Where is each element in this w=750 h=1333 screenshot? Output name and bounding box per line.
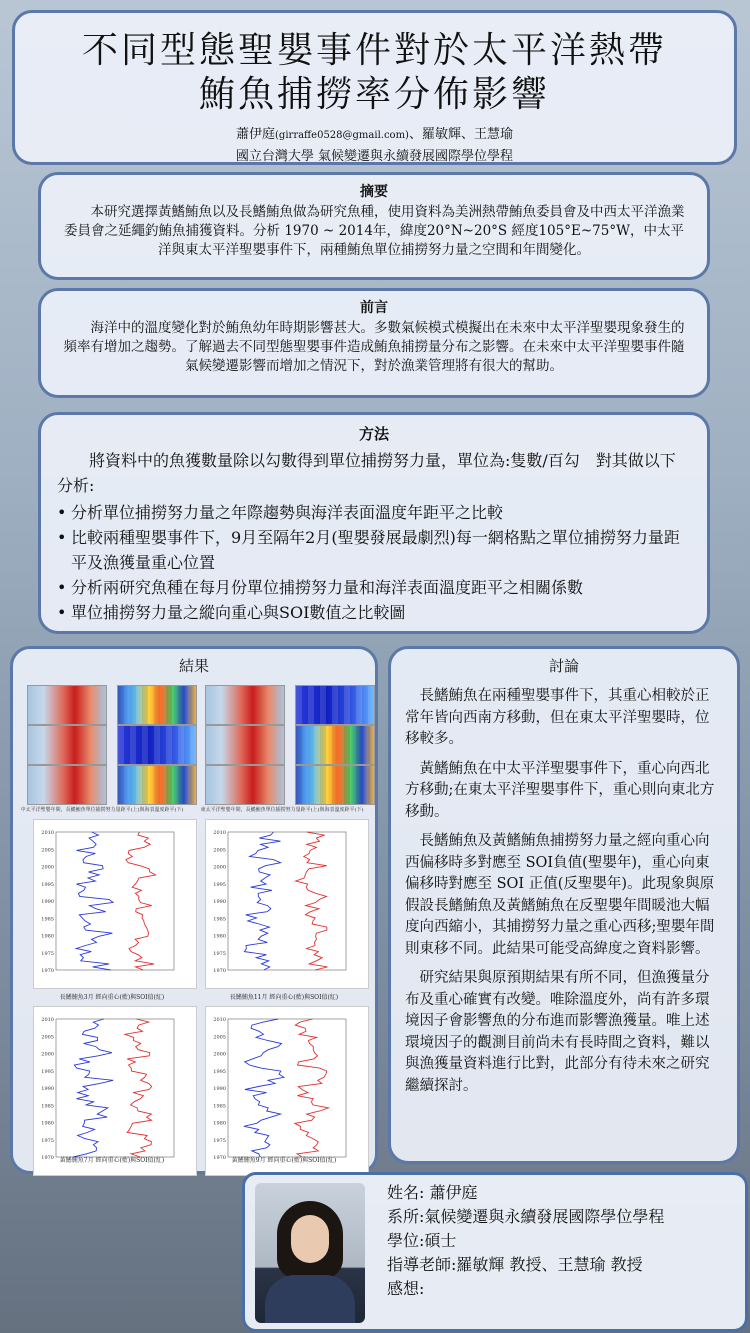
method-heading: 方法: [358, 425, 389, 443]
year-tick-label: 1995: [41, 881, 54, 888]
chart-frame: [56, 832, 174, 970]
method-intro: 將資料中的魚獲數量除以勾數得到單位捕撈努力量，單位為:隻數/百勾 對其做以下分析:: [57, 451, 676, 495]
year-tick-label: 1990: [41, 1086, 54, 1092]
method-list: [57, 500, 691, 625]
year-tick-label: 1970: [41, 1155, 54, 1161]
year-tick-label: 1970: [213, 968, 226, 974]
year-tick-label: 2000: [213, 864, 226, 871]
chart-caption: 長鰭鮪魚3月 經向重心(藍)與SOI值(紅): [59, 994, 165, 1001]
anomaly-map: [27, 685, 107, 725]
discussion-panel: [388, 646, 740, 1164]
author-main: 蕭伊庭: [236, 127, 276, 142]
discussion-paragraph: 研究結果與原預期結果有所不同，但漁獲量分布及重心確實有改變。唯除溫度外，尚有許多環境因子會影響魚的分布進而影響漁獲量。唯上述環境因子的觀測目前尚未有長時間之資料，難以與漁獲量資料進行比對，此部分有待未來之研究繼續探討。: [405, 970, 710, 1094]
author-email: (girraffe0528@gmail.com): [275, 130, 409, 141]
profile-name: 姓名: 蕭伊庭: [387, 1183, 478, 1202]
method-item: • 單位捕撈努力量之縱向重心與SOI數值之比較圖: [57, 600, 691, 625]
results-heading: 結果: [178, 657, 209, 675]
year-tick-label: 1995: [213, 1068, 226, 1075]
intro-heading: 前言: [360, 300, 388, 316]
title-line-1: 不同型態聖嬰事件對於太平洋熱帶: [81, 30, 667, 71]
chart-frame: [228, 1019, 346, 1157]
poster-title: [15, 29, 734, 117]
chart-frame: [56, 1019, 174, 1157]
intro-panel: [38, 288, 710, 398]
map-caption-left: 中太平洋聖嬰年間，長鰭鮪魚單位捕撈努力量距平(上)與海表溫度距平(下): [20, 807, 184, 813]
abstract-panel: [38, 172, 710, 280]
year-tick-label: 2000: [41, 1051, 54, 1058]
centroid-line: [244, 832, 280, 970]
year-tick-label: 1975: [41, 950, 54, 957]
title-panel: [12, 10, 737, 165]
method-item: • 比較兩種聖嬰事件下，9月至隔年2月(聖嬰發展最劇烈)每一網格點之單位捕撈努力量距平及漁獲量重心位置: [57, 525, 691, 575]
year-tick-label: 1990: [213, 1086, 226, 1092]
year-tick-label: 1985: [213, 1103, 226, 1110]
year-tick-label: 1985: [41, 916, 54, 923]
centroid-line: [76, 832, 113, 970]
cpue-grid-map: [117, 765, 197, 805]
discussion-heading: 討論: [548, 657, 579, 675]
year-tick-label: 1990: [213, 899, 226, 905]
profile-program: 系所:氣候變遷與永續發展國際學位學程: [387, 1207, 665, 1226]
soi-chart-svg: [34, 1007, 196, 1175]
year-tick-label: 2005: [213, 847, 226, 854]
chart-caption: 黃鰭鮪魚9月 經向重心(藍)與SOI值(紅): [231, 1157, 337, 1164]
soi-chart-4: [205, 1006, 369, 1176]
year-tick-label: 2005: [41, 1034, 54, 1041]
discussion-paragraph: 長鰭鮪魚及黃鰭鮪魚捕撈努力量之經向重心向西偏移時多對應至 SOI負值(聖嬰年)，重心向東偏移時對應至 SOI 正值(反聖嬰年)。此現象與原假設長鰭鮪魚及黃鰭鮪魚在反聖嬰年間暖池大幅度向西縮小，其捕撈努力量之重心西移;聖嬰年間則東移不同。此結果可能受高緯度之資料影響。: [405, 833, 715, 957]
year-tick-label: 1985: [213, 916, 226, 923]
author-others: 、羅敏輝、王慧瑜: [408, 127, 513, 142]
soi-chart-svg: [34, 820, 196, 988]
year-tick-label: 1980: [213, 933, 226, 940]
profile-advisors: 指導老師:羅敏輝 教授、王慧瑜 教授: [387, 1255, 643, 1274]
map-figure: [27, 685, 377, 805]
year-tick-label: 1980: [41, 933, 54, 940]
soi-line: [295, 1019, 329, 1157]
anomaly-map: [205, 765, 285, 805]
profile-panel: [242, 1172, 748, 1332]
year-tick-label: 2010: [41, 1017, 54, 1023]
year-tick-label: 2010: [213, 830, 226, 836]
year-tick-label: 1975: [213, 1137, 226, 1144]
cpue-grid-map: [295, 685, 375, 725]
soi-line: [125, 1019, 152, 1157]
year-tick-label: 1980: [213, 1120, 226, 1127]
year-tick-label: 1980: [41, 1120, 54, 1127]
chart-caption: 長鰭鮪魚11月 經向重心(藍)與SOI值(紅): [229, 994, 339, 1001]
author-photo: [255, 1183, 365, 1323]
year-tick-label: 1975: [41, 1137, 54, 1144]
title-line-2: 鮪魚捕撈率分佈影響: [198, 74, 550, 115]
method-item: • 分析單位捕撈努力量之年際趨勢與海洋表面溫度年距平之比較: [57, 500, 691, 525]
year-tick-label: 1990: [41, 899, 54, 905]
anomaly-map: [205, 725, 285, 765]
soi-chart-2: [205, 819, 369, 989]
soi-chart-svg: [206, 820, 368, 988]
year-tick-label: 1970: [41, 968, 54, 974]
cpue-grid-map: [117, 725, 197, 765]
year-tick-label: 2005: [41, 847, 54, 854]
year-tick-label: 1975: [213, 950, 226, 957]
year-tick-label: 1995: [41, 1068, 54, 1075]
abstract-heading: 摘要: [360, 184, 388, 200]
authors: [15, 123, 734, 142]
method-item: • 分析兩研究魚種在每月份單位捕撈努力量和海洋表面溫度距平之相關係數: [57, 575, 691, 600]
anomaly-map: [205, 685, 285, 725]
map-caption-right: 東太平洋聖嬰年間，長鰭鮪魚單位捕撈努力量距平(上)與海表溫度距平(下): [200, 807, 364, 813]
centroid-line: [73, 1019, 113, 1157]
anomaly-map: [27, 765, 107, 805]
discussion-paragraph: 長鰭鮪魚在兩種聖嬰事件下，其重心相較於正常年皆向西南方移動，但在東太平洋聖嬰時，位移較多。: [405, 688, 710, 747]
year-tick-label: 1970: [213, 1155, 226, 1161]
profile-info: [387, 1181, 664, 1301]
intro-text: 海洋中的溫度變化對於鮪魚幼年時期影響甚大。多數氣候模式模擬出在未來中太平洋聖嬰現象發生的頻率有增加之趨勢。了解過去不同型態聖嬰事件造成鮪魚捕撈量分布之影響。在未來中太平洋聖嬰事件隨氣候變遷影響而增加之情況下，對於漁業管理將有很大的幫助。: [63, 320, 685, 374]
abstract-text: 本研究選擇黃鰭鮪魚以及長鰭鮪魚做為研究魚種，使用資料為美洲熱帶鮪魚委員會及中西太平洋漁業委員會之延繩釣鮪魚捕獲資料。分析 1970 ~ 2014年，緯度20°N~20°S 經度105°E~75°W，中太平洋與東太平洋聖嬰事件下，兩種鮪魚單位捕撈努力量之空間和年間變化。: [64, 204, 685, 258]
institution: 國立台灣大學 氣候變遷與永續發展國際學位學程: [235, 149, 514, 164]
soi-chart-3: [33, 1006, 197, 1176]
year-tick-label: 2010: [41, 830, 54, 836]
anomaly-map: [27, 725, 107, 765]
soi-line: [126, 832, 156, 970]
profile-degree: 學位:碩士: [387, 1231, 457, 1250]
method-panel: [38, 412, 710, 634]
results-panel: [10, 646, 378, 1174]
chart-caption: 黃鰭鮪魚7月 經向重心(藍)與SOI值(紅): [59, 1157, 165, 1164]
year-tick-label: 1995: [213, 881, 226, 888]
cpue-grid-map: [295, 725, 375, 765]
profile-thoughts: 感想:: [387, 1279, 425, 1298]
year-tick-label: 2000: [41, 864, 54, 871]
soi-chart-svg: [206, 1007, 368, 1175]
year-tick-label: 2000: [213, 1051, 226, 1058]
soi-line: [296, 832, 328, 970]
year-tick-label: 2010: [213, 1017, 226, 1023]
centroid-line: [244, 1019, 284, 1157]
year-tick-label: 2005: [213, 1034, 226, 1041]
discussion-paragraph: 黃鰭鮪魚在中太平洋聖嬰事件下，重心向西北方移動;在東太平洋聖嬰事件下，重心則向東北方移動。: [405, 760, 715, 820]
cpue-grid-map: [295, 765, 375, 805]
year-tick-label: 1985: [41, 1103, 54, 1110]
soi-chart-1: [33, 819, 197, 989]
cpue-grid-map: [117, 685, 197, 725]
